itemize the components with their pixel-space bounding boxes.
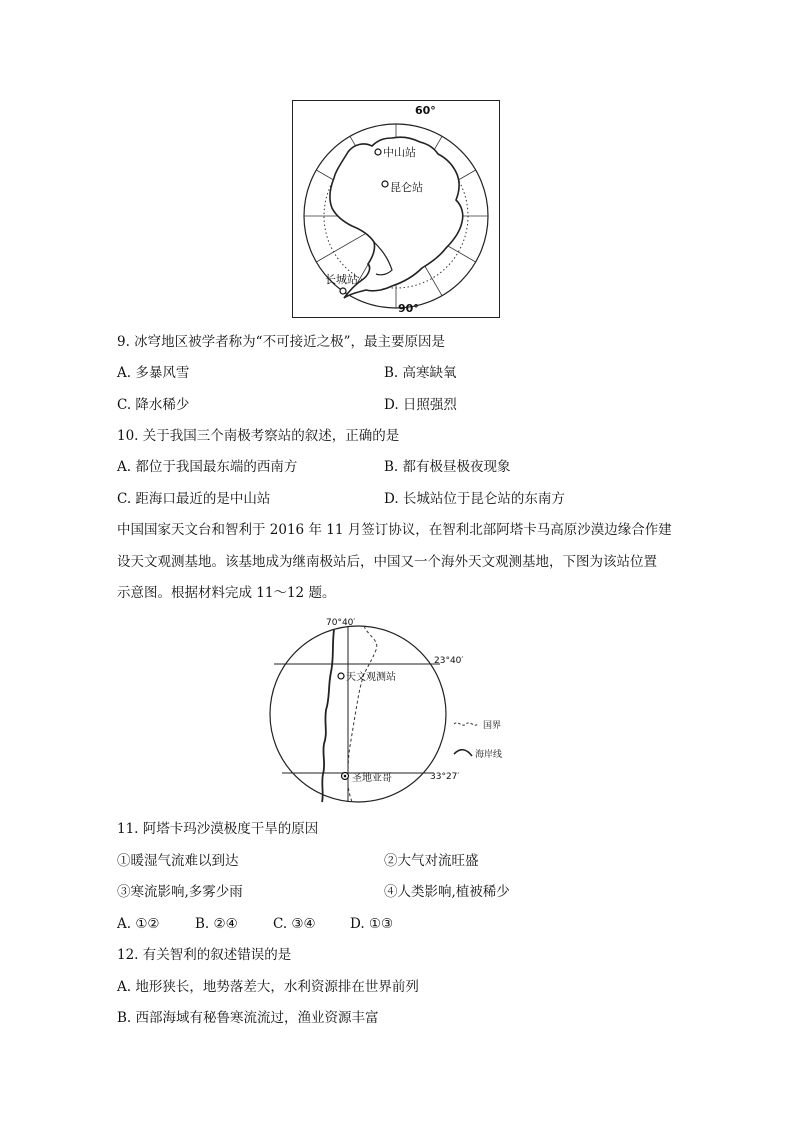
legend-border-symbol: [454, 723, 478, 725]
material-line-2: 设天文观测基地。该基地成为继南极站后，中国又一个海外天文观测基地，下图为该站位置: [117, 554, 657, 570]
q11-stem: 11. 阿塔卡玛沙漠极度干旱的原因: [117, 821, 319, 837]
q9-stem: 9. 冰穹地区被学者称为“不可接近之极”，最主要原因是: [117, 334, 445, 350]
q9-option-a: A. 多暴风雪: [117, 365, 190, 381]
q11-item-4: ④人类影响,植被稀少: [384, 884, 510, 900]
q10-option-c: C. 距海口最近的是中山站: [117, 491, 271, 507]
legend-coast-label: 海岸线: [475, 750, 503, 760]
material-line-3: 示意图。根据材料完成 11～12 题。: [117, 585, 336, 601]
observatory-label: 天文观测站: [346, 672, 396, 683]
changcheng-station-label: 长城站: [325, 273, 358, 286]
changcheng-station-marker: [340, 288, 346, 294]
q10-option-a: A. 都位于我国最东端的西南方: [117, 459, 298, 475]
q11-choice-a: A. ①②: [117, 916, 160, 932]
q10-option-b: B. 都有极昼极夜现象: [384, 459, 511, 475]
legend-border-label: 国界: [483, 721, 502, 731]
antarctica-map-svg: [292, 100, 500, 318]
q11-choice-c: C. ③④: [273, 916, 316, 932]
q10-stem: 10. 关于我国三个南极考察站的叙述，正确的是: [117, 428, 400, 444]
q11-item-3: ③寒流影响,多雾少雨: [117, 884, 243, 900]
antarctica-map: [292, 100, 500, 318]
kunlun-station-label: 昆仑站: [390, 181, 423, 194]
legend-coast-symbol: [454, 750, 472, 756]
q11-choice-b: B. ②④: [195, 916, 238, 932]
longitude-label: 70°40′: [326, 618, 356, 628]
q9-option-d: D. 日照强烈: [384, 397, 457, 413]
q11-item-2: ②大气对流旺盛: [384, 853, 479, 869]
q12-option-b: B. 西部海域有秘鲁寒流流过，渔业资源丰富: [117, 1010, 379, 1026]
q12-stem: 12. 有关智利的叙述错误的是: [117, 947, 292, 963]
santiago-label: 圣地亚哥: [352, 773, 392, 784]
latitude-bottom-label: 33°27′: [430, 772, 460, 782]
q11-item-1: ①暖湿气流难以到达: [117, 853, 239, 869]
material-line-1: 中国国家天文台和智利于 2016 年 11 月签订协议，在智利北部阿塔卡马高原沙漠边缘合作建: [117, 522, 672, 538]
kunlun-station-marker: [382, 181, 388, 187]
zhongshan-station-marker: [375, 149, 381, 155]
observatory-marker: [338, 673, 344, 679]
q10-option-d: D. 长城站位于昆仑站的东南方: [384, 491, 565, 507]
q9-option-b: B. 高寒缺氧: [384, 365, 457, 381]
longitude-60-label: 60°: [415, 104, 436, 117]
q11-choice-d: D. ①③: [350, 916, 394, 932]
longitude-90-label: 90°: [398, 302, 419, 315]
latitude-top-label: 23°40′: [434, 656, 464, 666]
chile-map-svg: [268, 614, 518, 806]
q9-option-c: C. 降水稀少: [117, 397, 190, 413]
zhongshan-station-label: 中山站: [383, 146, 416, 159]
q12-option-a: A. 地形狭长，地势落差大，水利资源排在世界前列: [117, 979, 419, 995]
chile-map: [268, 614, 518, 806]
